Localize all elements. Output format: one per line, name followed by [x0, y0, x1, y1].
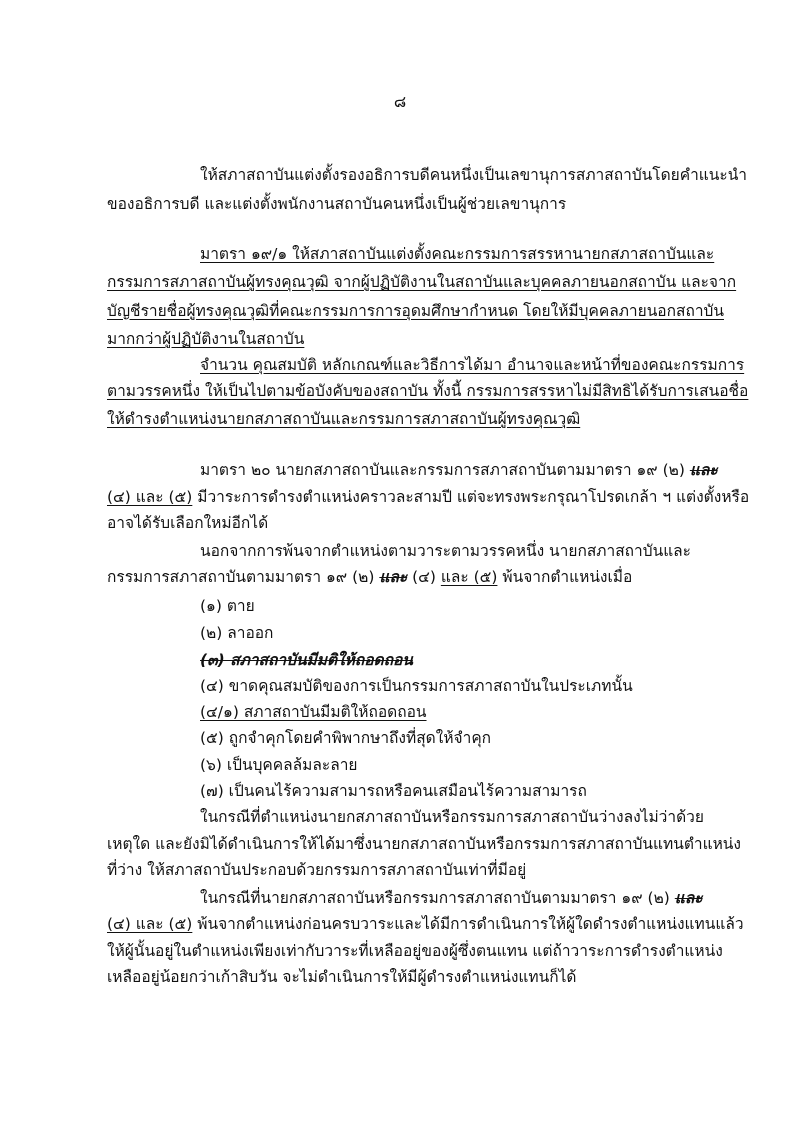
section-20-line-1: [200, 460, 718, 480]
section-20-line-2-text: มีวาระการดำรงตำแหน่งคราวละสามปี แต่จะทรงพระกรุณาโปรดเกล้า ฯ แต่งตั้งหรือ: [197, 488, 750, 506]
paragraph-vacancy-line-2: เหตุใด และยังมิได้ดำเนินการให้ได้มาซึ่งนายกสภาสถาบันหรือกรรมการสภาสถาบันแทนตำแหน่ง: [107, 835, 741, 853]
deleted-conjunction: และ: [689, 461, 718, 479]
paragraph-replace-line-1: [200, 888, 703, 908]
clause-4: (๔): [412, 568, 436, 586]
paragraph-secretary-line-2: ของอธิการบดี และแต่งตั้งพนักงานสถาบันคนหนึ่งเป็นผู้ช่วยเลขานุการ: [107, 195, 567, 213]
paragraph-vacancy-line-1: ในกรณีที่ตำแหน่งนายกสภาสถาบันหรือกรรมการสภาสถาบันว่างลงไม่ว่าด้วย: [200, 808, 704, 826]
section-19-1-line-4: มากกว่าผู้ปฏิบัติงานในสถาบัน: [107, 330, 305, 348]
section-19-1-line-1: มาตรา ๑๙/๑ ให้สภาสถาบันแต่งตั้งคณะกรรมการสรรหานายกสภาสถาบันและ: [200, 245, 715, 263]
deleted-conjunction: และ: [379, 568, 408, 586]
section-20-line-5-end: พ้นจากตำแหน่งเมื่อ: [502, 568, 633, 586]
page-number: ๘: [393, 92, 407, 111]
section-20-line-5: [107, 567, 632, 587]
section-20-line-2: [107, 487, 749, 507]
section-19-1-line-7: ให้ดำรงตำแหน่งนายกสภาสถาบันและกรรมการสภาสถาบันผู้ทรงคุณวุฒิ: [107, 410, 581, 428]
list-item: (๔) ขาดคุณสมบัติของการเป็นกรรมการสภาสถาบันในประเภทนั้น: [200, 677, 633, 695]
list-item: (๑) ตาย: [200, 597, 255, 615]
inserted-clause-5: และ (๕): [440, 568, 498, 586]
inserted-clauses: (๔) และ (๕): [107, 915, 193, 933]
list-item-deleted: (๓) สภาสถาบันมีมติให้ถอดถอน: [200, 651, 413, 669]
list-item: (๖) เป็นบุคคลล้มละลาย: [200, 756, 358, 774]
paragraph-secretary-line-1: ให้สภาสถาบันแต่งตั้งรองอธิการบดีคนหนึ่งเป็นเลขานุการสภาสถาบันโดยคำแนะนำ: [200, 166, 748, 184]
paragraph-replace-line-2: [107, 914, 744, 934]
section-20-line-3: อาจได้รับเลือกใหม่อีกได้: [107, 514, 269, 532]
inserted-clauses: (๔) และ (๕): [107, 488, 193, 506]
paragraph-replace-line-2-text: พ้นจากตำแหน่งก่อนครบวาระและได้มีการดำเนินการให้ผู้ใดดำรงตำแหน่งแทนแล้ว: [197, 915, 744, 933]
list-item: (๗) เป็นคนไร้ความสามารถหรือคนเสมือนไร้ความสามารถ: [200, 782, 587, 800]
section-19-1-line-5: จำนวน คุณสมบัติ หลักเกณฑ์และวิธีการได้มา อำนาจและหน้าที่ของคณะกรรมการ: [200, 356, 745, 374]
deleted-conjunction: และ: [674, 889, 703, 907]
section-20-line-5-text: กรรมการสภาสถาบันตามมาตรา ๑๙ (๒): [107, 568, 375, 586]
paragraph-replace-line-3: ให้ผู้นั้นอยู่ในตำแหน่งเพียงเท่ากับวาระที่เหลืออยู่ของผู้ซึ่งตนแทน แต่ถ้าวาระการดำรงตำแหน่ง: [107, 942, 723, 960]
paragraph-vacancy-line-3: ที่ว่าง ให้สภาสถาบันประกอบด้วยกรรมการสภาสถาบันเท่าที่มีอยู่: [107, 861, 527, 879]
section-20-line-1-text: มาตรา ๒๐ นายกสภาสถาบันและกรรมการสภาสถาบันตามมาตรา ๑๙ (๒): [200, 461, 685, 479]
paragraph-replace-line-1-text: ในกรณีที่นายกสภาสถาบันหรือกรรมการสภาสถาบันตามมาตรา ๑๙ (๒): [200, 889, 670, 907]
section-20-line-4: นอกจากการพ้นจากตำแหน่งตามวาระตามวรรคหนึ่ง นายกสภาสถาบันและ: [200, 542, 692, 560]
list-item: (๒) ลาออก: [200, 624, 274, 642]
section-19-1-line-6: ตามวรรคหนึ่ง ให้เป็นไปตามข้อบังคับของสถาบัน ทั้งนี้ กรรมการสรรหาไม่มีสิทธิได้รับการเสนอชื่อ: [107, 382, 749, 400]
section-19-1-line-2: กรรมการสภาสถาบันผู้ทรงคุณวุฒิ จากผู้ปฏิบัติงานในสถาบันและบุคคลภายนอกสถาบัน และจาก: [107, 273, 737, 291]
list-item: (๕) ถูกจำคุกโดยคำพิพากษาถึงที่สุดให้จำคุก: [200, 729, 492, 747]
paragraph-replace-line-4: เหลืออยู่น้อยกว่าเก้าสิบวัน จะไม่ดำเนินการให้มีผู้ดำรงตำแหน่งแทนก็ได้: [107, 968, 577, 986]
section-19-1-line-3: บัญชีรายชื่อผู้ทรงคุณวุฒิที่คณะกรรมการการอุดมศึกษากำหนด โดยให้มีบุคคลภายนอกสถาบัน: [107, 302, 724, 320]
list-item-inserted: (๔/๑) สภาสถาบันมีมติให้ถอดถอน: [200, 703, 427, 721]
